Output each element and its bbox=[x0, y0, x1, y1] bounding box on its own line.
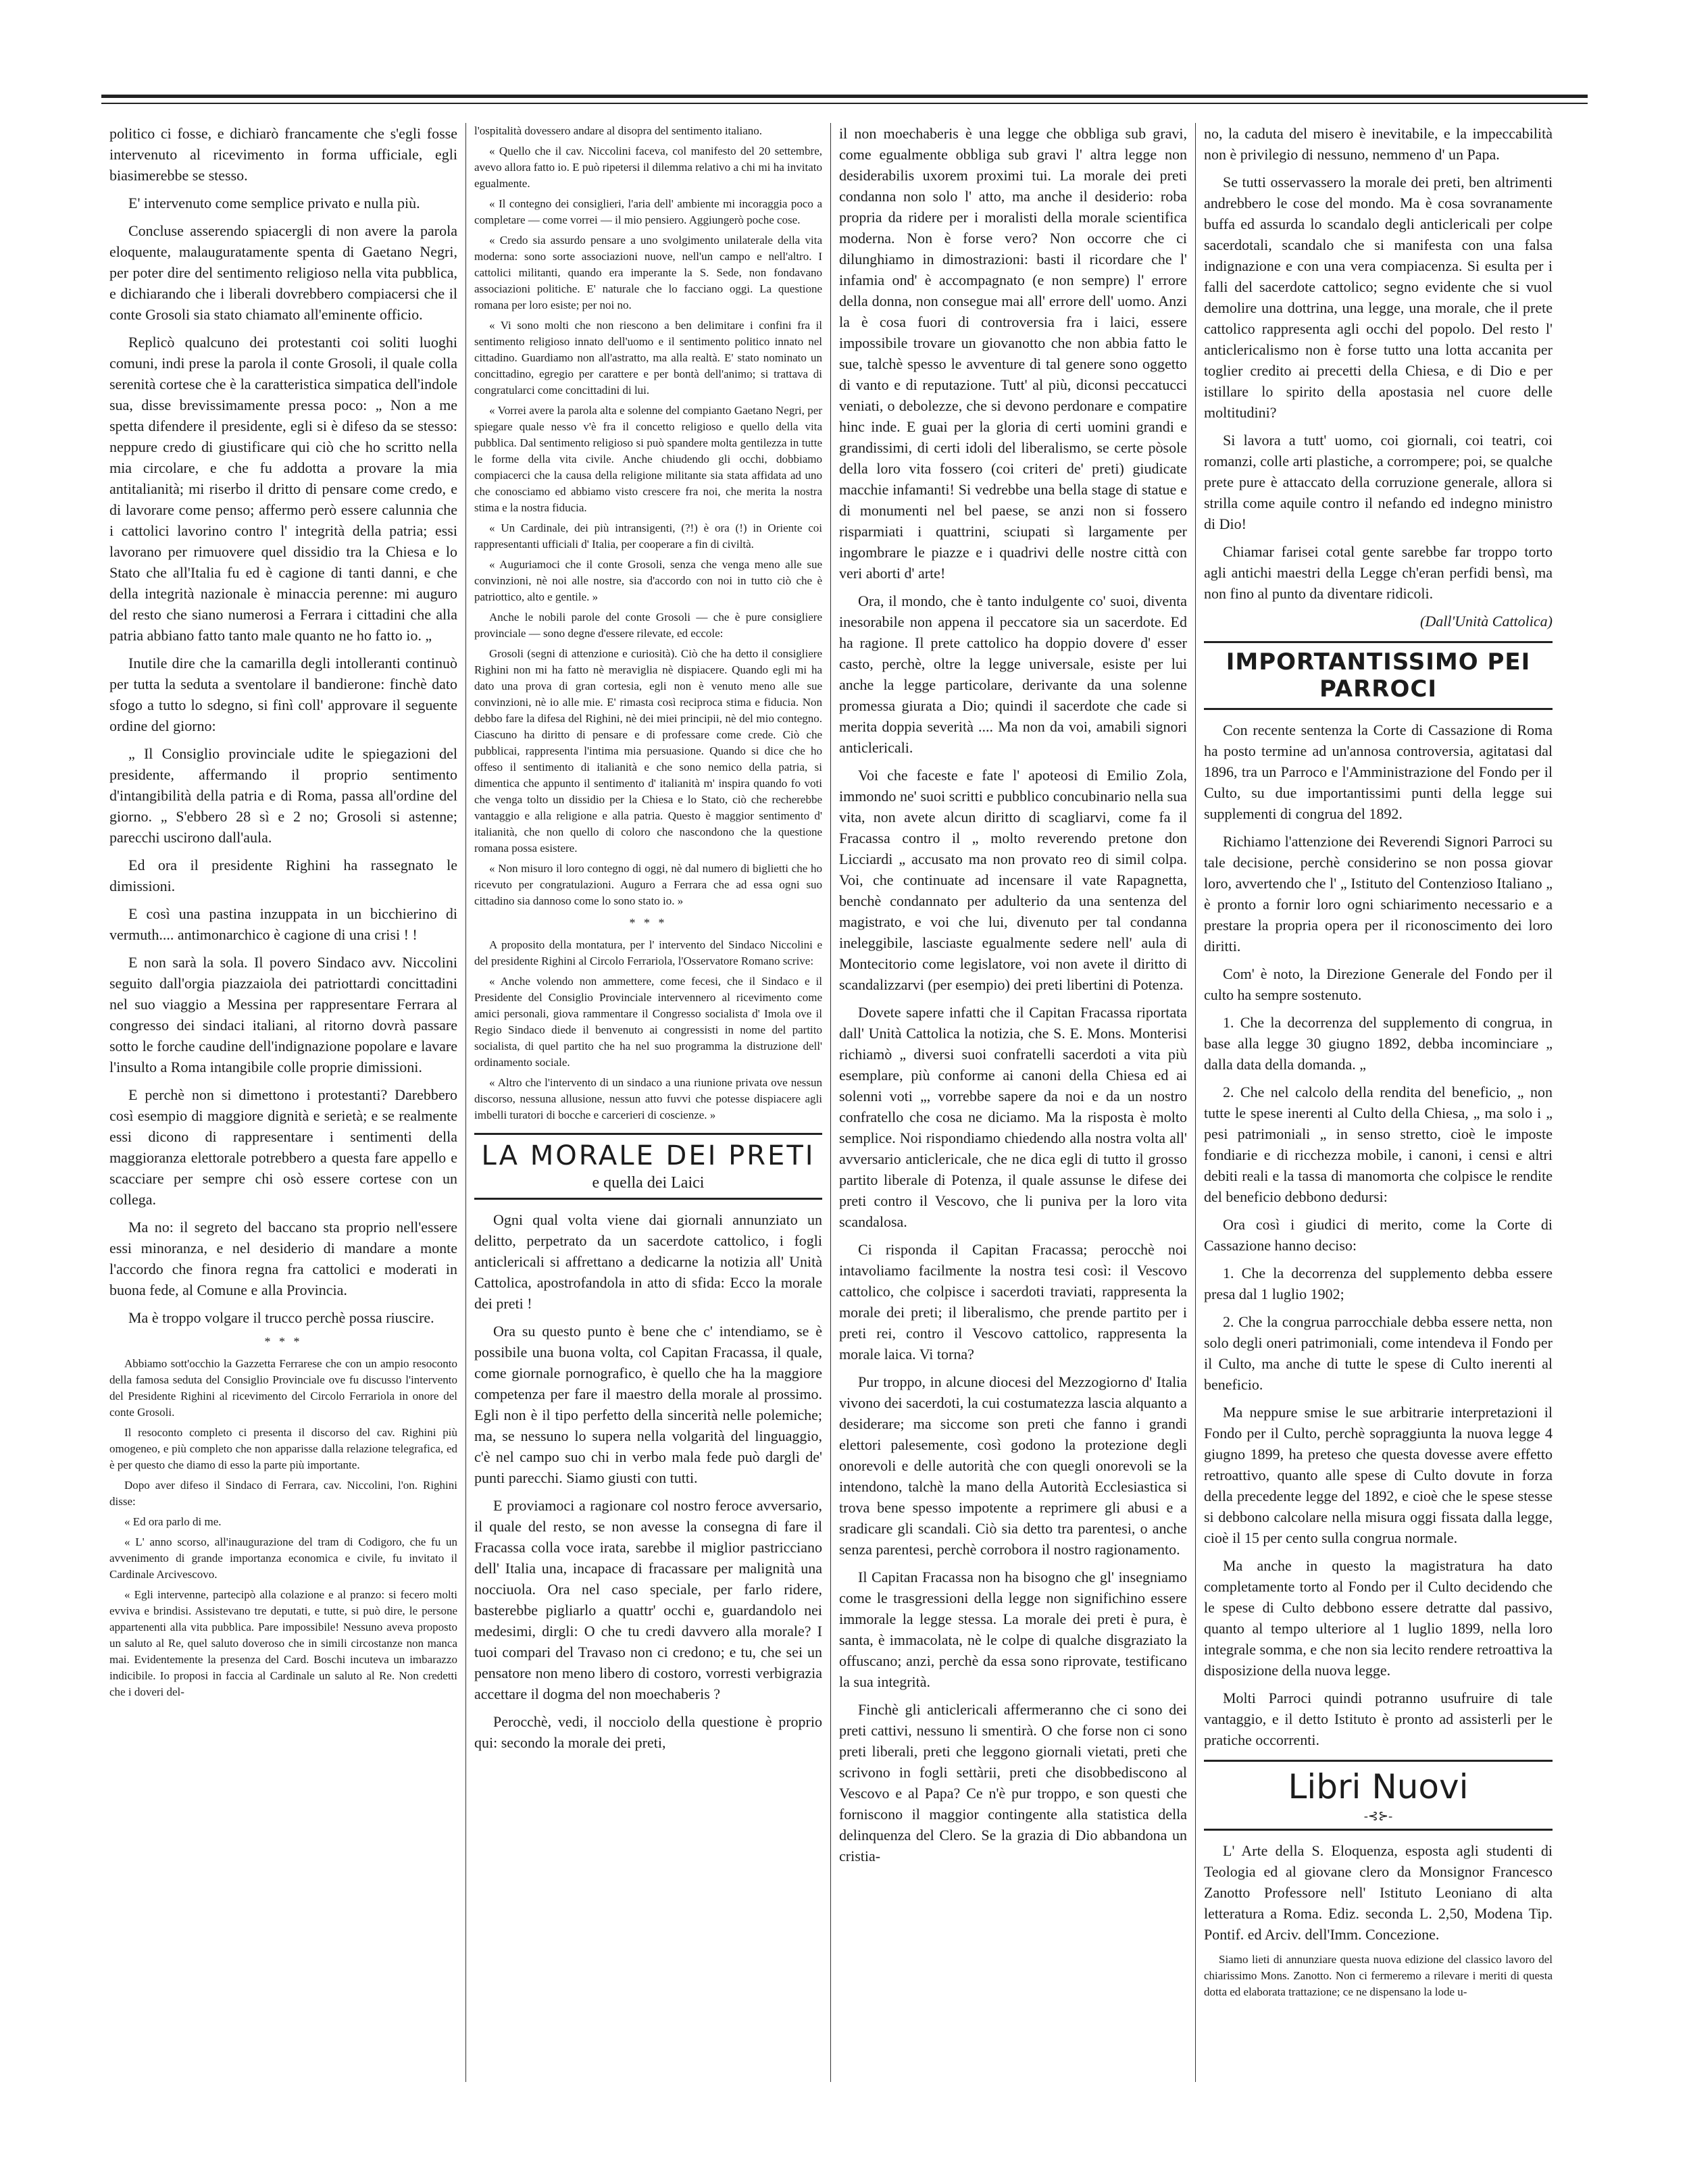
paragraph: Con recente sentenza la Corte di Cassazione di Roma ha posto termine ad un'annosa controversia, agitatasi dal 1896, tra un Parroco e l'Amministrazione del Fondo per il Culto, su due importantissimi punti della legge sui supplementi di congrua del 1892. bbox=[1204, 721, 1553, 822]
paragraph: Grosoli (segni di attenzione e curiosità). Ciò che ha detto il consigliere Righini non mi ha fatto nè meraviglia nè dispiacere. Quando egli mi ha dato una prova di gran cortesia, egli non è venuto meno alle sue convinzioni, nè io alle mie. E' rimasta così reciproca stima e fiducia. Non debbo fare la difesa del Righini, nè dei miei principii, nè del mio contegno. Ciascuno ha diritto di pensare e di professare come crede. Ciò che pubblicai, rappresenta l'intima mia persuasione. Quando si dice che ho offeso il sentimento di italianità e che sono nemico della patria, si dimentica che appunto il sentimento d' italianità m' inspira quando fo voti che venga tolto un dissidio per la Chiesa e lo Stato, ciò che recherebbe vantaggio e alla religione e alla patria. Questo è maggior sentimento d' italianità, che non quello di coloro che nascondono che la questione romana possa esistere. bbox=[474, 647, 822, 855]
paragraph: „ Il Consiglio provinciale udite le spiegazioni del presidente, affermando il proprio sentimento d'intangibilità della patria e di Roma, passa all'ordine del giorno. „ S'ebbero 28 sì e 2 no; Grosoli si astenne; parecchi uscirono dall'aula. bbox=[109, 745, 457, 846]
article-title: IMPORTANTISSIMO PEI PARROCI bbox=[1226, 649, 1531, 703]
paragraph: Ogni qual volta viene dai giornali annunziato un delitto, perpetrato da un sacerdote cattolico, i fogli anticlericali si affrettano a dedicarne la notizia all' Unità Cattolica, apostrofandola in atto di sfida: Ecco la morale dei preti ! bbox=[474, 1211, 822, 1312]
paragraph: Finchè gli anticlericali affermeranno che ci sono dei preti cattivi, nessuno li smentirà. O che forse non ci sono preti liberali, preti che leggono giornali vietati, preti che scrivono in fogli settàrii, preti che disobbediscono al Vescovo e al Papa? Ce n'è pur troppo, e son questi che forniscono il maggior contingente alla statistica della delinquenza del Clero. Se la grazia di Dio abbandona un cristia- bbox=[839, 1701, 1187, 1864]
paragraph: l'ospitalità dovessero andare al disopra del sentimento italiano. bbox=[474, 124, 763, 137]
paragraph: « L' anno scorso, all'inaugurazione del tram di Codigoro, che fu un avvenimento di grande importanza economica e civile, fu invitato il Cardinale Arcivescovo. bbox=[109, 1535, 457, 1581]
paragraph: 1. Che la decorrenza del supplemento di congrua, in base alla legge 30 giugno 1892, debba incominciare „ dalla data della domanda. „ bbox=[1204, 1014, 1553, 1073]
paragraph: « Egli intervenne, partecipò alla colazione e al pranzo: si fecero molti evviva e brindisi. Assistevano tre deputati, e tutte, si può dire, le persone appartenenti alla vita pubblica. Pare impossibile! Nessuno aveva proposto un saluto al Re, quel saluto doveroso che in simili circostanze non manca mai. Evidentemente la presenza del Card. Boschi incuteva un imbarazzo indicibile. Io proposi in faccia al Cardinale un saluto al Re. Non credetti che i doveri del- bbox=[109, 1588, 457, 1698]
paragraph: Abbiamo sott'occhio la Gazzetta Ferrarese che con un ampio resoconto della famosa seduta del Consiglio Provinciale ove fu discusso l'intervento del Presidente Righini al ricevimento del Circolo Ferrariola in onore del conte Grosoli. bbox=[109, 1357, 457, 1419]
article-heading bbox=[1204, 641, 1553, 710]
paragraph: E non sarà la sola. Il povero Sindaco avv. Niccolini seguito dall'orgia piazzaiola dei patriottardi concittadini nel suo viaggio a Messina per rappresentare Ferrara al congresso dei sindaci italiani, al ritorno dovrà passare sotto le forche caudine dell'indignazione popolare e lavare l'insulto a Roma intangibile colle proprie dimissioni. bbox=[109, 954, 457, 1075]
paragraph: politico ci fosse, e dichiarò francamente che s'egli fosse intervenuto al ricevimento in forma ufficiale, egli biasimerebbe se stesso. bbox=[109, 125, 457, 184]
paragraph: « Quello che il cav. Niccolini faceva, col manifesto del 20 settembre, avevo allora fatto io. E può ripetersi il dilemma relativo a chi mi ha invitato egualmente. bbox=[474, 145, 822, 190]
paragraph: « Anche volendo non ammettere, come fecesi, che il Sindaco e il Presidente del Consiglio Provinciale intervennero al ricevimento come amici personali, giova rammentare il Congresso socialista d' Imola ove il Regio Sindaco diede il benvenuto ai congressisti in nome del partito socialista, di quel partito che ha nel suo programma la distruzione dell' ordinamento sociale. bbox=[474, 975, 822, 1069]
column-3 bbox=[831, 123, 1196, 2082]
top-double-rule bbox=[101, 95, 1588, 104]
paragraph: « Credo sia assurdo pensare a uno svolgimento unilaterale della vita moderna: sono sorte associazioni nuove, nell'un campo e nell'altro. I cattolici militanti, quando era imperante la S. Sede, non fondavano associazioni politiche. E' naturale che lo facciano oggi. La questione romana per loro esiste; per noi no. bbox=[474, 234, 822, 311]
paragraph: Anche le nobili parole del conte Grosoli — che è pure consigliere provinciale — sono degne d'essere rilevate, ed eccole: bbox=[474, 611, 822, 640]
paragraph: Si lavora a tutt' uomo, coi giornali, coi teatri, coi romanzi, colle arti plastiche, a corrompere; poi, se qualche prete pure è attaccato della corruzione generale, allora si strilla come aquile contro il nefando ed indegno ministro di Dio! bbox=[1204, 432, 1553, 532]
paragraph: Ci risponda il Capitan Fracassa; perocchè noi intavoliamo facilmente la nostra tesi così: il Vescovo cattolico, che colpisce i sacerdoti traviati, rappresenta la morale dei preti; il liberalismo, che prende partito per i preti rei, contro il Vescovo cattolico, rappresenta la morale laica. Vi torna? bbox=[839, 1241, 1187, 1363]
section-separator: * * * bbox=[629, 916, 667, 930]
paragraph: E proviamoci a ragionare col nostro feroce avversario, il quale del resto, se non avesse la consegna di fare il Fracassa colla voce irata, sarebbe il miglior pastricciano dell' Italia una, incapace di fracassare per malignità una nocciuola. Ora nel caso speciale, per farlo ridere, basterebbe pigliarlo a quattr' occhi e, guardandolo nei medesimi, dirgli: O che tu credi davvero alla morale? I tuoi compari del Travaso non ci credono; e tu, che sei un pensatore non meno libero di costoro, vorresti verbigrazia accettare il dogma del non moechaberis ? bbox=[474, 1497, 822, 1702]
newspaper-page bbox=[101, 95, 1588, 2094]
article-title: LA MORALE DEI PRETI bbox=[481, 1140, 815, 1171]
paragraph: Siamo lieti di annunziare questa nuova edizione del classico lavoro del chiarissimo Mons. Zanotto. Non ci fermeremo a rilevare i meriti di questa dotta ed elaborata trattazione; ce ne dispensano la lode u- bbox=[1204, 1953, 1553, 1998]
paragraph: 1. Che la decorrenza del supplemento debba essere presa dal 1 luglio 1902; bbox=[1204, 1265, 1553, 1302]
paragraph: Voi che faceste e fate l' apoteosi di Emilio Zola, immondo ne' suoi scritti e pubblico concubinario nella sua vita, non avete alcun diritto di scagliarvi, come fa il Fracassa contro il „ molto reverendo pretone don Licciardi „ accusato ma non provato reo di simil colpa. Voi, che continuate ad incensare il vate Rapagnetta, benchè condannato per adulterio da una sentenza del magistrato, e voi che lui, divenuto per tal condanna ineleggibile, lasciaste egualmente sedere nell' aula di Montecitorio come legislatore, voi non avete il diritto di scandalizzarvi (per esempio) dei preti libertini di Potenza. bbox=[839, 767, 1187, 993]
paragraph: Il Capitan Fracassa non ha bisogno che gl' insegniamo come le trasgressioni della legge non significhino essere immorale la legge stessa. La morale dei preti è pura, è santa, è immacolata, nè le colpe di qualche disgraziato la offuscano; anzi, perchè da essa sono riprovate, testificano la sua integrità. bbox=[839, 1569, 1187, 1690]
paragraph: Dovete sapere infatti che il Capitan Fracassa riportata dall' Unità Cattolica la notizia, che S. E. Mons. Monterisi richiamò „ diversi suoi confratelli sacerdoti a vita più esemplare, più conforme ai canoni della Chiesa ed ai solenni voti „, vorrebbe sapere da noi e da un nostro confratello che cosa ne diciamo. Ma la risposta è molto semplice. Noi rispondiamo chiedendo alla nostra volta all' avversario anticlericale, che ne dica egli di tutto il grosso partito liberale di Potenza, il quale assunse le difese dei preti contro il Vescovo, che li puniva per la loro vita scandalosa. bbox=[839, 1004, 1187, 1230]
paragraph: Ma anche in questo la magistratura ha dato completamente torto al Fondo per il Culto decidendo che le spese di Culto debbono essere detratte dal passivo, quanto al tempo ulteriore al 1 luglio 1899, nella loro integrale somma, e che non sia lecito rendere retroattiva la disposizione della nuova legge. bbox=[1204, 1557, 1553, 1679]
paragraph: Replicò qualcuno dei protestanti coi soliti luoghi comuni, indi prese la parola il conte Grosoli, il quale colla serenità cortese che è la caratteristica simpatica dell'indole sua, disse brevissimamente pressa poco: „ Non a me spetta difendere il presidente, egli si è difeso da se stesso: neppure credo di giustificare qui ciò che ho scritto nella mia circolare, e che fu addotta a provare la mia antitalianità; mi riserbo il dritto di pensare come credo, e di lavorare come penso; affermo però essere calunnia che i cattolici lavorino contro l' integrità della patria; essi lavorano per rimuovere quel dissidio tra la Chiesa e lo Stato che all'Italia fu ed è cagione di tanti danni, e che della integrità nazionale è minaccia perenne: mi auguro del resto che siano numerosi a Ferrara i cittadini che alla patria abbiano fatto tanto male quanto ne ho fatto io. „ bbox=[109, 334, 457, 644]
paragraph: A proposito della montatura, per l' intervento del Sindaco Niccolini e del presidente Righini al Circolo Ferrariola, l'Osservatore Romano scrive: bbox=[474, 938, 822, 967]
paragraph: « Vorrei avere la parola alta e solenne del compianto Gaetano Negri, per spiegare quale nesso v'è fra il concetto religioso e quello della vita pubblica. Dal sentimento religioso si può spandere molta gentilezza in tutte le forme della vita civile. Anche chiudendo gli occhi, dobbiamo compiacerci che la causa della religione militante sia stata affidata ad uno che conosciamo ed abbiamo visto crescere fra noi, che merita la nostra stima e la nostra fiducia. bbox=[474, 404, 822, 514]
paragraph: Ora su questo punto è bene che c' intendiamo, se è possibile una buona volta, col Capitan Fracassa, il quale, come giornale pornografico, è quello che ha la maggiore competenza per fare il maestro della morale al prossimo. Egli non è il tipo perfetto della sincerità nelle polemiche; ma, se nessuno lo supera nella volgarità del linguaggio, c'è nel campo suo chi in verbo mala fede può dargli de' punti parecchi. Siamo giusti con tutti. bbox=[474, 1323, 822, 1486]
paragraph: Ma è troppo volgare il trucco perchè possa riuscire. bbox=[128, 1309, 434, 1326]
paragraph: L' Arte della S. Eloquenza, esposta agli studenti di Teologia ed al giovane clero da Monsignor Francesco Zanotto Professore nell' Istituto Leoniano di alta letteratura a Roma. Ediz. seconda L. 2,50, Modena Tip. Pontif. ed Arciv. dell'Imm. Concezione. bbox=[1204, 1842, 1553, 1943]
paragraph: « Auguriamoci che il conte Grosoli, senza che venga meno alle sue convinzioni, nè noi alle nostre, sia d'accordo con noi in tutto ciò che è patriottico, alto e gentile. » bbox=[474, 558, 822, 603]
paragraph: Perocchè, vedi, il nocciolo della questione è proprio qui: secondo la morale dei preti, bbox=[474, 1713, 822, 1751]
paragraph: E perchè non si dimettono i protestanti? Darebbero così esempio di maggiore dignità e serietà; e se realmente essi dicono di rappresentare i sentimenti della maggioranza elettorale potrebbero a questa fare appello e scacciare per sempre chi osò essere cortese con un collega. bbox=[109, 1086, 457, 1208]
article-subtitle: e quella dei Laici bbox=[592, 1174, 705, 1192]
paragraph: Se tutti osservassero la morale dei preti, ben altrimenti andrebbero le cose del mondo. Ma è cosa sovranamente buffa ed assurda lo scandalo degli anticlericali per colpe sacerdotali, scandalo che si manifesta con una falsa indignazione e con una vera compiacenza. Si esulta per i falli del sacerdote cattolico; segno evidente che si vuol demolire una dottrina, una legge, una morale, che il prete cattolico rappresenta agli occhi del popolo. Del resto l' anticlericalismo non è forse tutto una lotta accanita per toglier credito ai precetti della Chiesa, e di Dio e per istillare lo spirito della apostasia nel cuore delle moltitudini? bbox=[1204, 174, 1553, 421]
column-2 bbox=[466, 123, 831, 2082]
paragraph: « Vi sono molti che non riescono a ben delimitare i confini fra il sentimento religioso innato dell'uomo e il sentimento politico innato nel cittadino. Guardiamo non all'astratto, ma alla realtà. E' stato nominato un concittadino, egregio per carattere e per bontà dell'animo; si trattava di congratularci come concittadini di lui. bbox=[474, 319, 822, 397]
paragraph: Concluse asserendo spiacergli di non avere la parola eloquente, malauguratamente spenta di Gaetano Negri, per poter dire del sentimento religioso nella vita pubblica, e dichiarando che i liberali dovrebbero compiacersi che il conte Grosoli sia stato chiamato all'eminente officio. bbox=[109, 222, 457, 323]
paragraph: Ora, il mondo, che è tanto indulgente co' suoi, diventa inesorabile non appena il peccatore sia un sacerdote. Ed ha ragione. Il prete cattolico ha doppio dovere d' esser casto, perchè, oltre la legge universale, esiste per lui anche la legge particolare, derivante da una solenne promessa giurata a Dio; quindi il sacerdote che cade si merita doppia severità .... Ma non da voi, amabili signori anticlericali. bbox=[839, 592, 1187, 756]
paragraph: Ed ora il presidente Righini ha rassegnato le dimissioni. bbox=[109, 857, 457, 894]
paragraph: Dopo aver difeso il Sindaco di Ferrara, cav. Niccolini, l'on. Righini disse: bbox=[109, 1479, 457, 1508]
paragraph: Inutile dire che la camarilla degli intolleranti continuò per tutta la seduta a sventolare il bandierone: finchè dato sfogo a tutto lo sdegno, si finì coll' approvare il seguente ordine del giorno: bbox=[109, 655, 457, 734]
paragraph: 2. Che nel calcolo della rendita del beneficio, „ non tutte le spese inerenti al Culto della Chiesa, „ ma solo i „ pesi patrimoniali „ in senso stretto, cioè le imposte fondiarie e di ricchezza mobile, i canoni, i censi e altri debiti reali e la tassa di manomorta che colpisce le rendite del beneficio debbono dedursi: bbox=[1204, 1084, 1553, 1205]
paragraph: il non moechaberis è una legge che obbliga sub gravi, come egualmente obbliga sub gravi l' altra legge non desiderabilis uxorem proximi tui. La morale dei preti condanna non solo l' atto, ma anche il desiderio: roba propria da ridere per i moralisti della morale scientifica moderna. Non è forse vero? Non occorre che ci dilunghiamo in dimostrazioni: basti il ricordare che l' infamia ond' è accompagnato (e non sempre) l' errore della donna, non consegue mai all' errore dell' uomo. Anzi la è cosa fuori di controversia fra i laici, essere impossibile trovare un giovanotto che non abbia fatto le sue, talchè spesso le avventure di tal genere sono oggetto di vanto e di reputazione. Tutt' al più, diconsi peccatucci veniati, o debolezze, che si devono perdonare e compatire hinc inde. E guai per la gloria di certi uomini grandi e grandissimi, di certi idoli del liberalismo, se certe pòsole della loro vita fossero (coi criteri de' preti) giudicate macchie infamanti! Si vedrebbe una bella stage di statue e di monumenti nel bel paese, se anzi non si fossero risparmiati i quattrini, sciupati sì largamente per ingombrare le piazze e i quadrivi delle nostre città con veri aborti d' arte! bbox=[839, 125, 1187, 582]
paragraph: Chiamar farisei cotal gente sarebbe far troppo torto agli antichi maestri della Legge ch'eran perfidi bensì, ma non fino al punto da diventare ridicoli. bbox=[1204, 543, 1553, 602]
paragraph: « Altro che l'intervento di un sindaco a una riunione privata ove nessun discorso, nessuna allusione, nessun atto fuvvi che potesse dispiacere agli imbelli turatori di bocche e carcerieri di coscienze. » bbox=[474, 1076, 822, 1121]
ornament: -⊰⊱- bbox=[1363, 1809, 1393, 1823]
paragraph: Il resoconto completo ci presenta il discorso del cav. Righini più omogeneo, e più completo che non apparisse dalla relazione telegrafica, ed è per questo che diamo di esso la parte più importante. bbox=[109, 1426, 457, 1471]
paragraph: Ma neppure smise le sue arbitrarie interpretazioni il Fondo per il Culto, perchè sopraggiunta la nuova legge 4 giugno 1899, ha preteso che questa dovesse avere effetto retroattivo, quanto alle spese di Culto dovute in forza della precedente legge del 1892, e cioè che le spese stesse si debbono calcolare nella misura oggi fissata dalla legge, cioè il 15 per cento sulla congrua normale. bbox=[1204, 1404, 1553, 1546]
paragraph: 2. Che la congrua parrocchiale debba essere netta, non solo degli oneri patrimoniali, come intendeva il Fondo per il Culto, ma anche di tutte le spese di Culto inerenti al beneficio. bbox=[1204, 1313, 1553, 1393]
paragraph: « Il contegno dei consiglieri, l'aria dell' ambiente mi incoraggia poco a completare — come vorrei — il mio pensiero. Aggiungerò poche cose. bbox=[474, 197, 822, 226]
paragraph: E così una pastina inzuppata in un bicchierino di vermuth.... antimonarchico è cagione di una crisi ! ! bbox=[109, 905, 457, 943]
columns bbox=[101, 123, 1588, 2082]
paragraph: Molti Parroci quindi potranno usufruire di tale vantaggio, e il detto Istituto è pronto ad assisterli per le pratiche occorrenti. bbox=[1204, 1690, 1553, 1748]
source-attribution: (Dall'Unità Cattolica) bbox=[1420, 613, 1553, 630]
paragraph: E' intervenuto come semplice privato e nulla più. bbox=[128, 195, 420, 211]
article-title: Libri Nuovi bbox=[1288, 1767, 1469, 1806]
paragraph: Ora così i giudici di merito, come la Corte di Cassazione hanno deciso: bbox=[1204, 1216, 1553, 1254]
paragraph: « Ed ora parlo di me. bbox=[124, 1515, 222, 1528]
section-separator: * * * bbox=[264, 1335, 303, 1348]
paragraph: « Un Cardinale, dei più intransigenti, (?!) è ora (!) in Oriente coi rappresentanti ufficiali d' Italia, per cooperare a fin di civiltà. bbox=[474, 522, 822, 551]
article-heading bbox=[1204, 1760, 1553, 1831]
article-heading bbox=[474, 1133, 822, 1200]
column-4 bbox=[1196, 123, 1561, 2082]
paragraph: Com' è noto, la Direzione Generale del Fondo per il culto ha sempre sostenuto. bbox=[1204, 965, 1553, 1003]
paragraph: Pur troppo, in alcune diocesi del Mezzogiorno d' Italia vivono dei sacerdoti, la cui costumatezza lascia alquanto a desiderare; ma siccome son preti che fanno i grandi elettori palesemente, così godono la protezione degli onorevoli e delle autorità che con quegli onorevoli se la intendono, talchè la mano della Autorità Ecclesiastica si trova bene spesso impotente a reprimere gli abusi e a sradicare gli scandali. Ciò sia detto tra parentesi, o anche senza parentesi, perchè corrobora il nostro ragionamento. bbox=[839, 1373, 1187, 1558]
paragraph: Richiamo l'attenzione dei Reverendi Signori Parroci su tale decisione, perchè considerino se non possa giovar loro, avvertendo che l' „ Istituto del Contenzioso Italiano „ è pronto a fornir loro ogni schiarimento necessario e a prestare la propria opera per il riconoscimento dei loro diritti. bbox=[1204, 833, 1553, 955]
paragraph: no, la caduta del misero è inevitabile, e la impeccabilità non è privilegio di nessuno, nemmeno d' un Papa. bbox=[1204, 125, 1553, 163]
column-1 bbox=[101, 123, 466, 2082]
paragraph: Ma no: il segreto del baccano sta proprio nell'essere essi minoranza, e nel desiderio di mandare a monte l'accordo che finora regna fra cattolici e moderati in buona fede, al Comune e alla Provincia. bbox=[109, 1219, 457, 1298]
paragraph: « Non misuro il loro contegno di oggi, nè dal numero di biglietti che ho ricevuto per congratulazioni. Auguro a Ferrara che ad essa ogni suo cittadino sia dannoso come lo sono stato io. » bbox=[474, 862, 822, 907]
